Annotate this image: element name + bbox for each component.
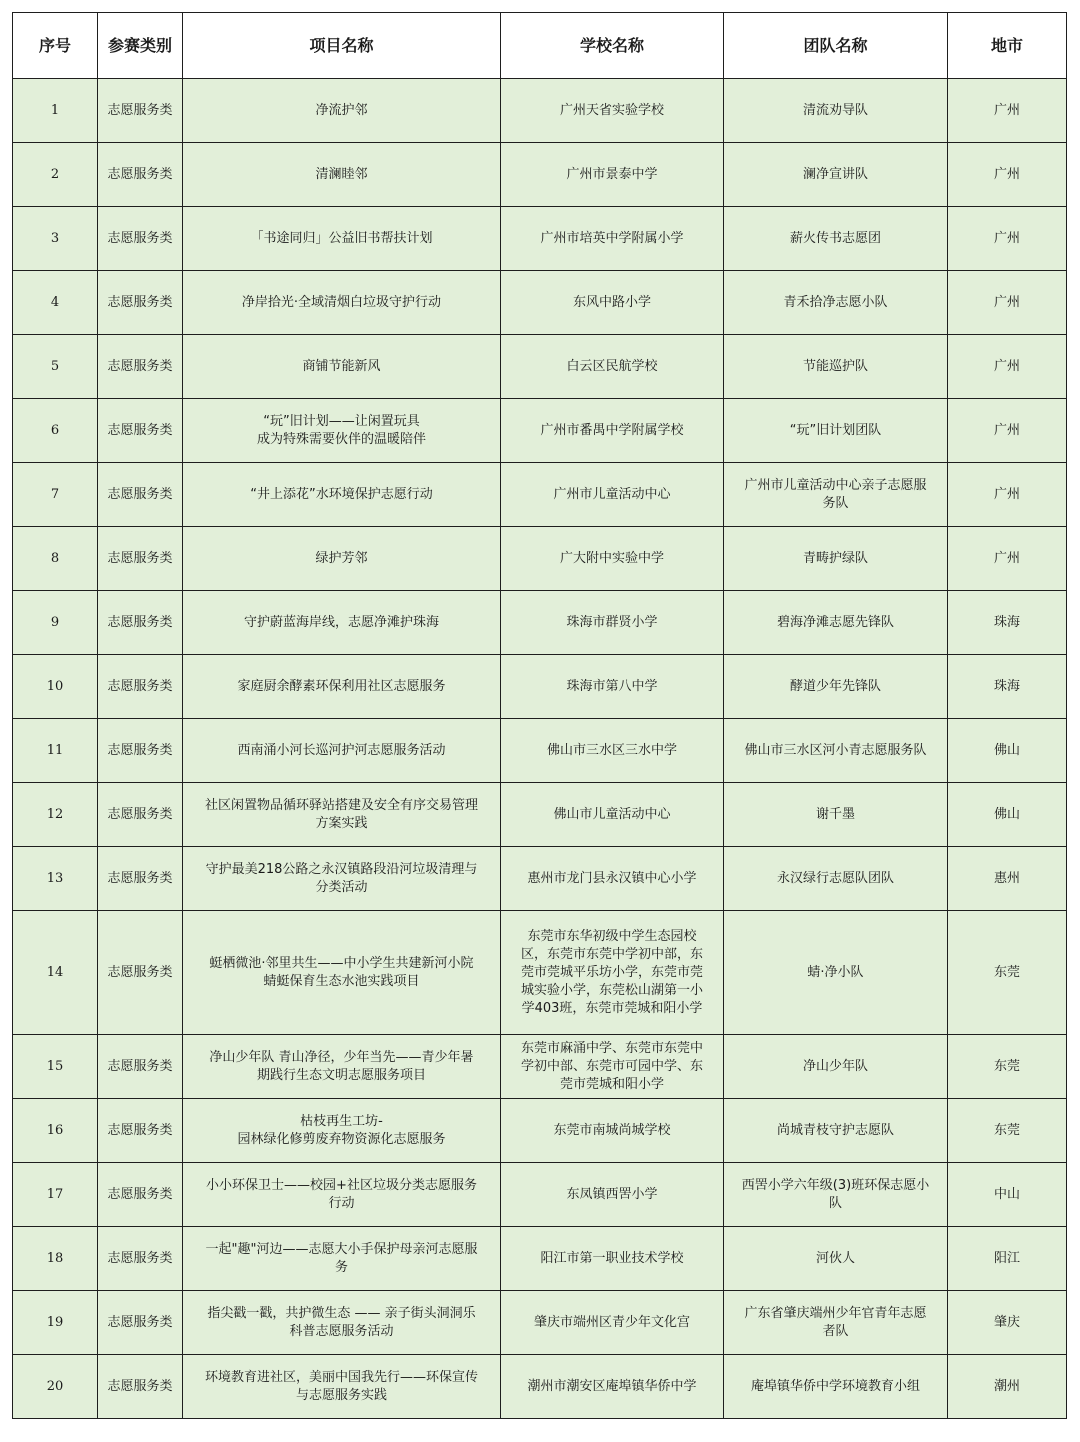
cell-city bbox=[948, 143, 1067, 207]
cell-school-text: 珠海市第八中学 bbox=[566, 678, 658, 694]
cell-team-text: 清流劝导队 bbox=[802, 102, 868, 118]
cell-team bbox=[724, 1291, 948, 1355]
cell-seq-text: 2 bbox=[50, 166, 60, 182]
cell-team-text: 庵埠镇华侨中学环境教育小组 bbox=[750, 1378, 920, 1394]
cell-school bbox=[501, 1291, 724, 1355]
cell-seq-text: 10 bbox=[46, 678, 64, 694]
header-project: 项目名称 bbox=[183, 13, 501, 79]
cell-project bbox=[183, 207, 501, 271]
cell-seq-text: 7 bbox=[50, 486, 60, 502]
table-row bbox=[13, 1355, 1067, 1419]
cell-seq-text: 18 bbox=[46, 1250, 64, 1266]
cell-seq-text: 8 bbox=[50, 550, 60, 566]
cell-school-text: 东莞市东华初级中学生态园校 区，东莞市东莞中学初中部，东 莞市莞城平乐坊小学，东莞市莞 城实验小学，东莞松山湖第一小 学403班，东莞市莞城和阳小学 bbox=[520, 928, 703, 1016]
cell-category bbox=[98, 847, 183, 911]
cell-city bbox=[948, 847, 1067, 911]
cell-team bbox=[724, 719, 948, 783]
cell-city bbox=[948, 1099, 1067, 1163]
cell-city bbox=[948, 1163, 1067, 1227]
cell-team bbox=[724, 271, 948, 335]
cell-team-text: 谢千墨 bbox=[815, 806, 855, 822]
cell-city bbox=[948, 399, 1067, 463]
cell-category bbox=[98, 79, 183, 143]
cell-team bbox=[724, 911, 948, 1035]
cell-school bbox=[501, 1163, 724, 1227]
cell-school-text: 广州市番禺中学附属学校 bbox=[540, 422, 684, 438]
cell-category bbox=[98, 911, 183, 1035]
cell-seq-text: 1 bbox=[50, 102, 60, 118]
table-row bbox=[13, 591, 1067, 655]
cell-seq bbox=[13, 783, 98, 847]
cell-city bbox=[948, 463, 1067, 527]
cell-project-text: 小小环保卫士——校园+社区垃圾分类志愿服务 行动 bbox=[206, 1177, 477, 1211]
cell-seq bbox=[13, 143, 98, 207]
cell-seq bbox=[13, 1355, 98, 1419]
cell-project-text: 绿护芳邻 bbox=[315, 550, 368, 566]
cell-city-text: 广州 bbox=[993, 230, 1020, 246]
cell-seq-text: 13 bbox=[46, 870, 64, 886]
header-category: 参赛类别 bbox=[98, 13, 183, 79]
cell-school bbox=[501, 335, 724, 399]
cell-seq-text: 6 bbox=[50, 422, 60, 438]
cell-category bbox=[98, 143, 183, 207]
cell-school bbox=[501, 463, 724, 527]
table-row bbox=[13, 1227, 1067, 1291]
cell-category bbox=[98, 1099, 183, 1163]
cell-seq-text: 14 bbox=[46, 964, 64, 980]
table-row bbox=[13, 655, 1067, 719]
cell-seq bbox=[13, 335, 98, 399]
cell-category bbox=[98, 1163, 183, 1227]
cell-seq-text: 3 bbox=[50, 230, 60, 246]
cell-school bbox=[501, 591, 724, 655]
cell-category-text: 志愿服务类 bbox=[107, 166, 173, 182]
cell-school-text: 阳江市第一职业技术学校 bbox=[540, 1250, 684, 1266]
header-school: 学校名称 bbox=[501, 13, 724, 79]
cell-school bbox=[501, 783, 724, 847]
cell-seq-text: 11 bbox=[46, 742, 64, 758]
cell-seq bbox=[13, 79, 98, 143]
cell-team bbox=[724, 143, 948, 207]
cell-city-text: 广州 bbox=[993, 422, 1020, 438]
cell-team-text: 澜净宣讲队 bbox=[802, 166, 868, 182]
cell-team bbox=[724, 463, 948, 527]
cell-category-text: 志愿服务类 bbox=[107, 486, 173, 502]
cell-category bbox=[98, 527, 183, 591]
cell-team-text: 蜻·净小队 bbox=[807, 964, 864, 980]
cell-team bbox=[724, 79, 948, 143]
cell-city-text: 阳江 bbox=[993, 1250, 1020, 1266]
cell-seq bbox=[13, 1291, 98, 1355]
cell-project bbox=[183, 911, 501, 1035]
cell-team-text: 尚城青枝守护志愿队 bbox=[776, 1122, 894, 1138]
cell-project bbox=[183, 847, 501, 911]
cell-category bbox=[98, 399, 183, 463]
cell-team-text: 酵道少年先锋队 bbox=[789, 678, 881, 694]
cell-team bbox=[724, 655, 948, 719]
header-seq: 序号 bbox=[13, 13, 98, 79]
cell-category-text: 志愿服务类 bbox=[107, 1058, 173, 1074]
cell-school-text: 潮州市潮安区庵埠镇华侨中学 bbox=[527, 1378, 697, 1394]
cell-school-text: 广州市景泰中学 bbox=[566, 166, 658, 182]
cell-school-text: 惠州市龙门县永汉镇中心小学 bbox=[527, 870, 697, 886]
cell-seq-text: 16 bbox=[46, 1122, 64, 1138]
cell-city-text: 潮州 bbox=[993, 1378, 1020, 1394]
cell-team-text: 广东省肇庆端州少年官青年志愿 者队 bbox=[744, 1305, 927, 1339]
cell-school-text: 东莞市麻涌中学、东莞市东莞中 学初中部、东莞市可园中学、东 莞市莞城和阳小学 bbox=[520, 1040, 703, 1092]
cell-category bbox=[98, 1291, 183, 1355]
table-row bbox=[13, 143, 1067, 207]
table-row bbox=[13, 463, 1067, 527]
cell-team bbox=[724, 335, 948, 399]
cell-school bbox=[501, 527, 724, 591]
cell-school-text: 广州天省实验学校 bbox=[559, 102, 664, 118]
cell-project bbox=[183, 527, 501, 591]
cell-school bbox=[501, 655, 724, 719]
cell-project-text: 西南涌小河长巡河护河志愿服务活动 bbox=[237, 742, 446, 758]
cell-team bbox=[724, 1099, 948, 1163]
cell-category bbox=[98, 719, 183, 783]
cell-school-text: 佛山市儿童活动中心 bbox=[553, 806, 671, 822]
cell-project bbox=[183, 143, 501, 207]
cell-team-text: 碧海净滩志愿先锋队 bbox=[776, 614, 894, 630]
cell-school-text: 广大附中实验中学 bbox=[559, 550, 664, 566]
cell-category-text: 志愿服务类 bbox=[107, 1186, 173, 1202]
table-row bbox=[13, 847, 1067, 911]
cell-city-text: 佛山 bbox=[993, 806, 1020, 822]
cell-seq bbox=[13, 399, 98, 463]
cell-project-text: 枯枝再生工坊- 园林绿化修剪废弃物资源化志愿服务 bbox=[237, 1113, 446, 1147]
cell-project-text: 清澜睦邻 bbox=[315, 166, 368, 182]
table-row bbox=[13, 1099, 1067, 1163]
cell-project-text: “玩”旧计划——让闲置玩具 成为特殊需要伙伴的温暖陪伴 bbox=[256, 413, 426, 447]
cell-school bbox=[501, 207, 724, 271]
cell-seq bbox=[13, 1163, 98, 1227]
cell-school bbox=[501, 1035, 724, 1099]
cell-category-text: 志愿服务类 bbox=[107, 742, 173, 758]
cell-category bbox=[98, 591, 183, 655]
cell-seq-text: 5 bbox=[50, 358, 60, 374]
cell-team-text: 西罟小学六年级(3)班环保志愿小 队 bbox=[741, 1177, 930, 1211]
cell-category bbox=[98, 207, 183, 271]
cell-team bbox=[724, 399, 948, 463]
cell-school-text: 东莞市南城尚城学校 bbox=[553, 1122, 671, 1138]
cell-school-text: 珠海市群贤小学 bbox=[566, 614, 658, 630]
cell-city-text: 东莞 bbox=[993, 1122, 1020, 1138]
cell-city bbox=[948, 719, 1067, 783]
cell-project bbox=[183, 1291, 501, 1355]
cell-team-text: 广州市儿童活动中心亲子志愿服 务队 bbox=[744, 477, 927, 511]
cell-city bbox=[948, 1035, 1067, 1099]
cell-project-text: 守护最美218公路之永汉镇路段沿河垃圾清理与 分类活动 bbox=[205, 861, 478, 895]
cell-project bbox=[183, 1099, 501, 1163]
cell-project-text: 守护蔚蓝海岸线，志愿净滩护珠海 bbox=[243, 614, 439, 630]
cell-seq bbox=[13, 911, 98, 1035]
project-table bbox=[12, 12, 1067, 1419]
cell-school bbox=[501, 1099, 724, 1163]
cell-city bbox=[948, 783, 1067, 847]
cell-category-text: 志愿服务类 bbox=[107, 1378, 173, 1394]
cell-city-text: 广州 bbox=[993, 550, 1020, 566]
cell-city bbox=[948, 335, 1067, 399]
cell-category-text: 志愿服务类 bbox=[107, 806, 173, 822]
cell-city bbox=[948, 79, 1067, 143]
cell-city bbox=[948, 527, 1067, 591]
cell-team bbox=[724, 527, 948, 591]
cell-seq bbox=[13, 591, 98, 655]
cell-project-text: 指尖戳一戳，共护微生态 —— 亲子街头洞洞乐 科普志愿服务活动 bbox=[207, 1305, 476, 1339]
cell-seq bbox=[13, 847, 98, 911]
cell-project bbox=[183, 271, 501, 335]
cell-city bbox=[948, 207, 1067, 271]
cell-category-text: 志愿服务类 bbox=[107, 964, 173, 980]
cell-category bbox=[98, 271, 183, 335]
table-row bbox=[13, 911, 1067, 1035]
cell-project bbox=[183, 463, 501, 527]
cell-team bbox=[724, 1355, 948, 1419]
cell-project bbox=[183, 1163, 501, 1227]
cell-seq-text: 20 bbox=[46, 1378, 64, 1394]
cell-city-text: 东莞 bbox=[993, 964, 1020, 980]
cell-school bbox=[501, 1227, 724, 1291]
table-row bbox=[13, 1035, 1067, 1099]
cell-team-text: 永汉绿行志愿队团队 bbox=[776, 870, 894, 886]
cell-seq-text: 15 bbox=[46, 1058, 64, 1074]
cell-category-text: 志愿服务类 bbox=[107, 870, 173, 886]
cell-team-text: 青畴护绿队 bbox=[802, 550, 868, 566]
cell-school bbox=[501, 1355, 724, 1419]
cell-category bbox=[98, 335, 183, 399]
cell-project-text: 蜓栖微池·邻里共生——中小学生共建新河小院 蜻蜓保育生态水池实践项目 bbox=[209, 955, 474, 989]
cell-seq bbox=[13, 271, 98, 335]
cell-category bbox=[98, 463, 183, 527]
cell-school-text: 东凤镇西罟小学 bbox=[566, 1186, 658, 1202]
cell-school-text: 肇庆市端州区青少年文化宫 bbox=[533, 1314, 690, 1330]
cell-city-text: 东莞 bbox=[993, 1058, 1020, 1074]
cell-city-text: 广州 bbox=[993, 166, 1020, 182]
table-row bbox=[13, 1291, 1067, 1355]
cell-seq bbox=[13, 1099, 98, 1163]
cell-team-text: “玩”旧计划团队 bbox=[789, 422, 882, 438]
cell-city bbox=[948, 911, 1067, 1035]
cell-seq-text: 12 bbox=[46, 806, 64, 822]
cell-city-text: 佛山 bbox=[993, 742, 1020, 758]
cell-project bbox=[183, 1355, 501, 1419]
cell-school-text: 东风中路小学 bbox=[572, 294, 651, 310]
cell-team bbox=[724, 591, 948, 655]
cell-project bbox=[183, 1035, 501, 1099]
cell-seq bbox=[13, 527, 98, 591]
cell-team-text: 薪火传书志愿团 bbox=[789, 230, 881, 246]
cell-project-text: 净山少年队 青山净径，少年当先——青少年暑 期践行生态文明志愿服务项目 bbox=[209, 1049, 474, 1083]
cell-project-text: 家庭厨余酵素环保利用社区志愿服务 bbox=[237, 678, 446, 694]
cell-city bbox=[948, 1227, 1067, 1291]
header-row bbox=[13, 13, 1067, 79]
cell-team bbox=[724, 207, 948, 271]
cell-seq bbox=[13, 1227, 98, 1291]
cell-category-text: 志愿服务类 bbox=[107, 422, 173, 438]
table-row bbox=[13, 335, 1067, 399]
cell-team bbox=[724, 1035, 948, 1099]
cell-city bbox=[948, 271, 1067, 335]
cell-category bbox=[98, 783, 183, 847]
cell-project-text: 「书途同归」公益旧书帮扶计划 bbox=[250, 230, 433, 246]
cell-project-text: “井上添花”水环境保护志愿行动 bbox=[250, 486, 433, 502]
table-row bbox=[13, 271, 1067, 335]
cell-city-text: 肇庆 bbox=[993, 1314, 1020, 1330]
cell-city-text: 广州 bbox=[993, 486, 1020, 502]
cell-city bbox=[948, 1355, 1067, 1419]
cell-seq-text: 9 bbox=[50, 614, 60, 630]
table-row bbox=[13, 783, 1067, 847]
cell-city-text: 广州 bbox=[993, 358, 1020, 374]
cell-school bbox=[501, 911, 724, 1035]
cell-city bbox=[948, 591, 1067, 655]
cell-project bbox=[183, 719, 501, 783]
cell-category-text: 志愿服务类 bbox=[107, 102, 173, 118]
cell-team-text: 青禾拾净志愿小队 bbox=[783, 294, 888, 310]
cell-school bbox=[501, 143, 724, 207]
cell-seq-text: 17 bbox=[46, 1186, 64, 1202]
cell-project-text: 社区闲置物品循环驿站搭建及安全有序交易管理 方案实践 bbox=[204, 797, 478, 831]
cell-category bbox=[98, 1035, 183, 1099]
header-team: 团队名称 bbox=[724, 13, 948, 79]
table-body bbox=[13, 79, 1067, 1419]
header-city: 地市 bbox=[948, 13, 1067, 79]
cell-school-text: 广州市培英中学附属小学 bbox=[540, 230, 684, 246]
cell-team bbox=[724, 783, 948, 847]
cell-school-text: 白云区民航学校 bbox=[566, 358, 658, 374]
cell-city-text: 惠州 bbox=[993, 870, 1020, 886]
table-row bbox=[13, 1163, 1067, 1227]
cell-team-text: 节能巡护队 bbox=[802, 358, 868, 374]
cell-category-text: 志愿服务类 bbox=[107, 294, 173, 310]
cell-project bbox=[183, 591, 501, 655]
cell-city bbox=[948, 655, 1067, 719]
cell-category-text: 志愿服务类 bbox=[107, 358, 173, 374]
cell-team bbox=[724, 847, 948, 911]
cell-city-text: 珠海 bbox=[993, 678, 1020, 694]
cell-school bbox=[501, 399, 724, 463]
cell-project bbox=[183, 399, 501, 463]
cell-project bbox=[183, 1227, 501, 1291]
cell-city bbox=[948, 1291, 1067, 1355]
cell-team-text: 净山少年队 bbox=[802, 1058, 868, 1074]
cell-category-text: 志愿服务类 bbox=[107, 614, 173, 630]
cell-team bbox=[724, 1227, 948, 1291]
cell-category-text: 志愿服务类 bbox=[107, 550, 173, 566]
cell-category bbox=[98, 655, 183, 719]
cell-project-text: 环境教育进社区，美丽中国我先行——环保宣传 与志愿服务实践 bbox=[204, 1369, 478, 1403]
cell-project-text: 净岸拾光·全域清烟白垃圾守护行动 bbox=[241, 294, 442, 310]
cell-project bbox=[183, 655, 501, 719]
cell-category bbox=[98, 1355, 183, 1419]
table-row bbox=[13, 527, 1067, 591]
cell-team-text: 佛山市三水区河小青志愿服务队 bbox=[744, 742, 927, 758]
cell-project-text: 净流护邻 bbox=[315, 102, 368, 118]
cell-project bbox=[183, 335, 501, 399]
cell-team bbox=[724, 1163, 948, 1227]
cell-project bbox=[183, 79, 501, 143]
cell-school-text: 广州市儿童活动中心 bbox=[553, 486, 671, 502]
cell-city-text: 广州 bbox=[993, 102, 1020, 118]
cell-category-text: 志愿服务类 bbox=[107, 1122, 173, 1138]
cell-project bbox=[183, 783, 501, 847]
cell-city-text: 珠海 bbox=[993, 614, 1020, 630]
cell-category-text: 志愿服务类 bbox=[107, 1250, 173, 1266]
cell-category-text: 志愿服务类 bbox=[107, 1314, 173, 1330]
table-row bbox=[13, 719, 1067, 783]
cell-team-text: 河伙人 bbox=[815, 1250, 855, 1266]
cell-project-text: 一起"趣"河边——志愿大小手保护母亲河志愿服 务 bbox=[205, 1241, 478, 1275]
cell-seq bbox=[13, 719, 98, 783]
cell-seq bbox=[13, 1035, 98, 1099]
table-row bbox=[13, 399, 1067, 463]
cell-seq bbox=[13, 463, 98, 527]
table-header bbox=[13, 13, 1067, 79]
cell-school-text: 佛山市三水区三水中学 bbox=[546, 742, 677, 758]
cell-category-text: 志愿服务类 bbox=[107, 678, 173, 694]
cell-school bbox=[501, 847, 724, 911]
cell-city-text: 广州 bbox=[993, 294, 1020, 310]
cell-seq bbox=[13, 207, 98, 271]
cell-seq-text: 19 bbox=[46, 1314, 64, 1330]
cell-school bbox=[501, 79, 724, 143]
cell-project-text: 商铺节能新风 bbox=[302, 358, 381, 374]
cell-city-text: 中山 bbox=[993, 1186, 1020, 1202]
cell-school bbox=[501, 271, 724, 335]
cell-seq-text: 4 bbox=[50, 294, 60, 310]
cell-seq bbox=[13, 655, 98, 719]
table-row bbox=[13, 79, 1067, 143]
cell-category bbox=[98, 1227, 183, 1291]
table-row bbox=[13, 207, 1067, 271]
cell-school bbox=[501, 719, 724, 783]
cell-category-text: 志愿服务类 bbox=[107, 230, 173, 246]
